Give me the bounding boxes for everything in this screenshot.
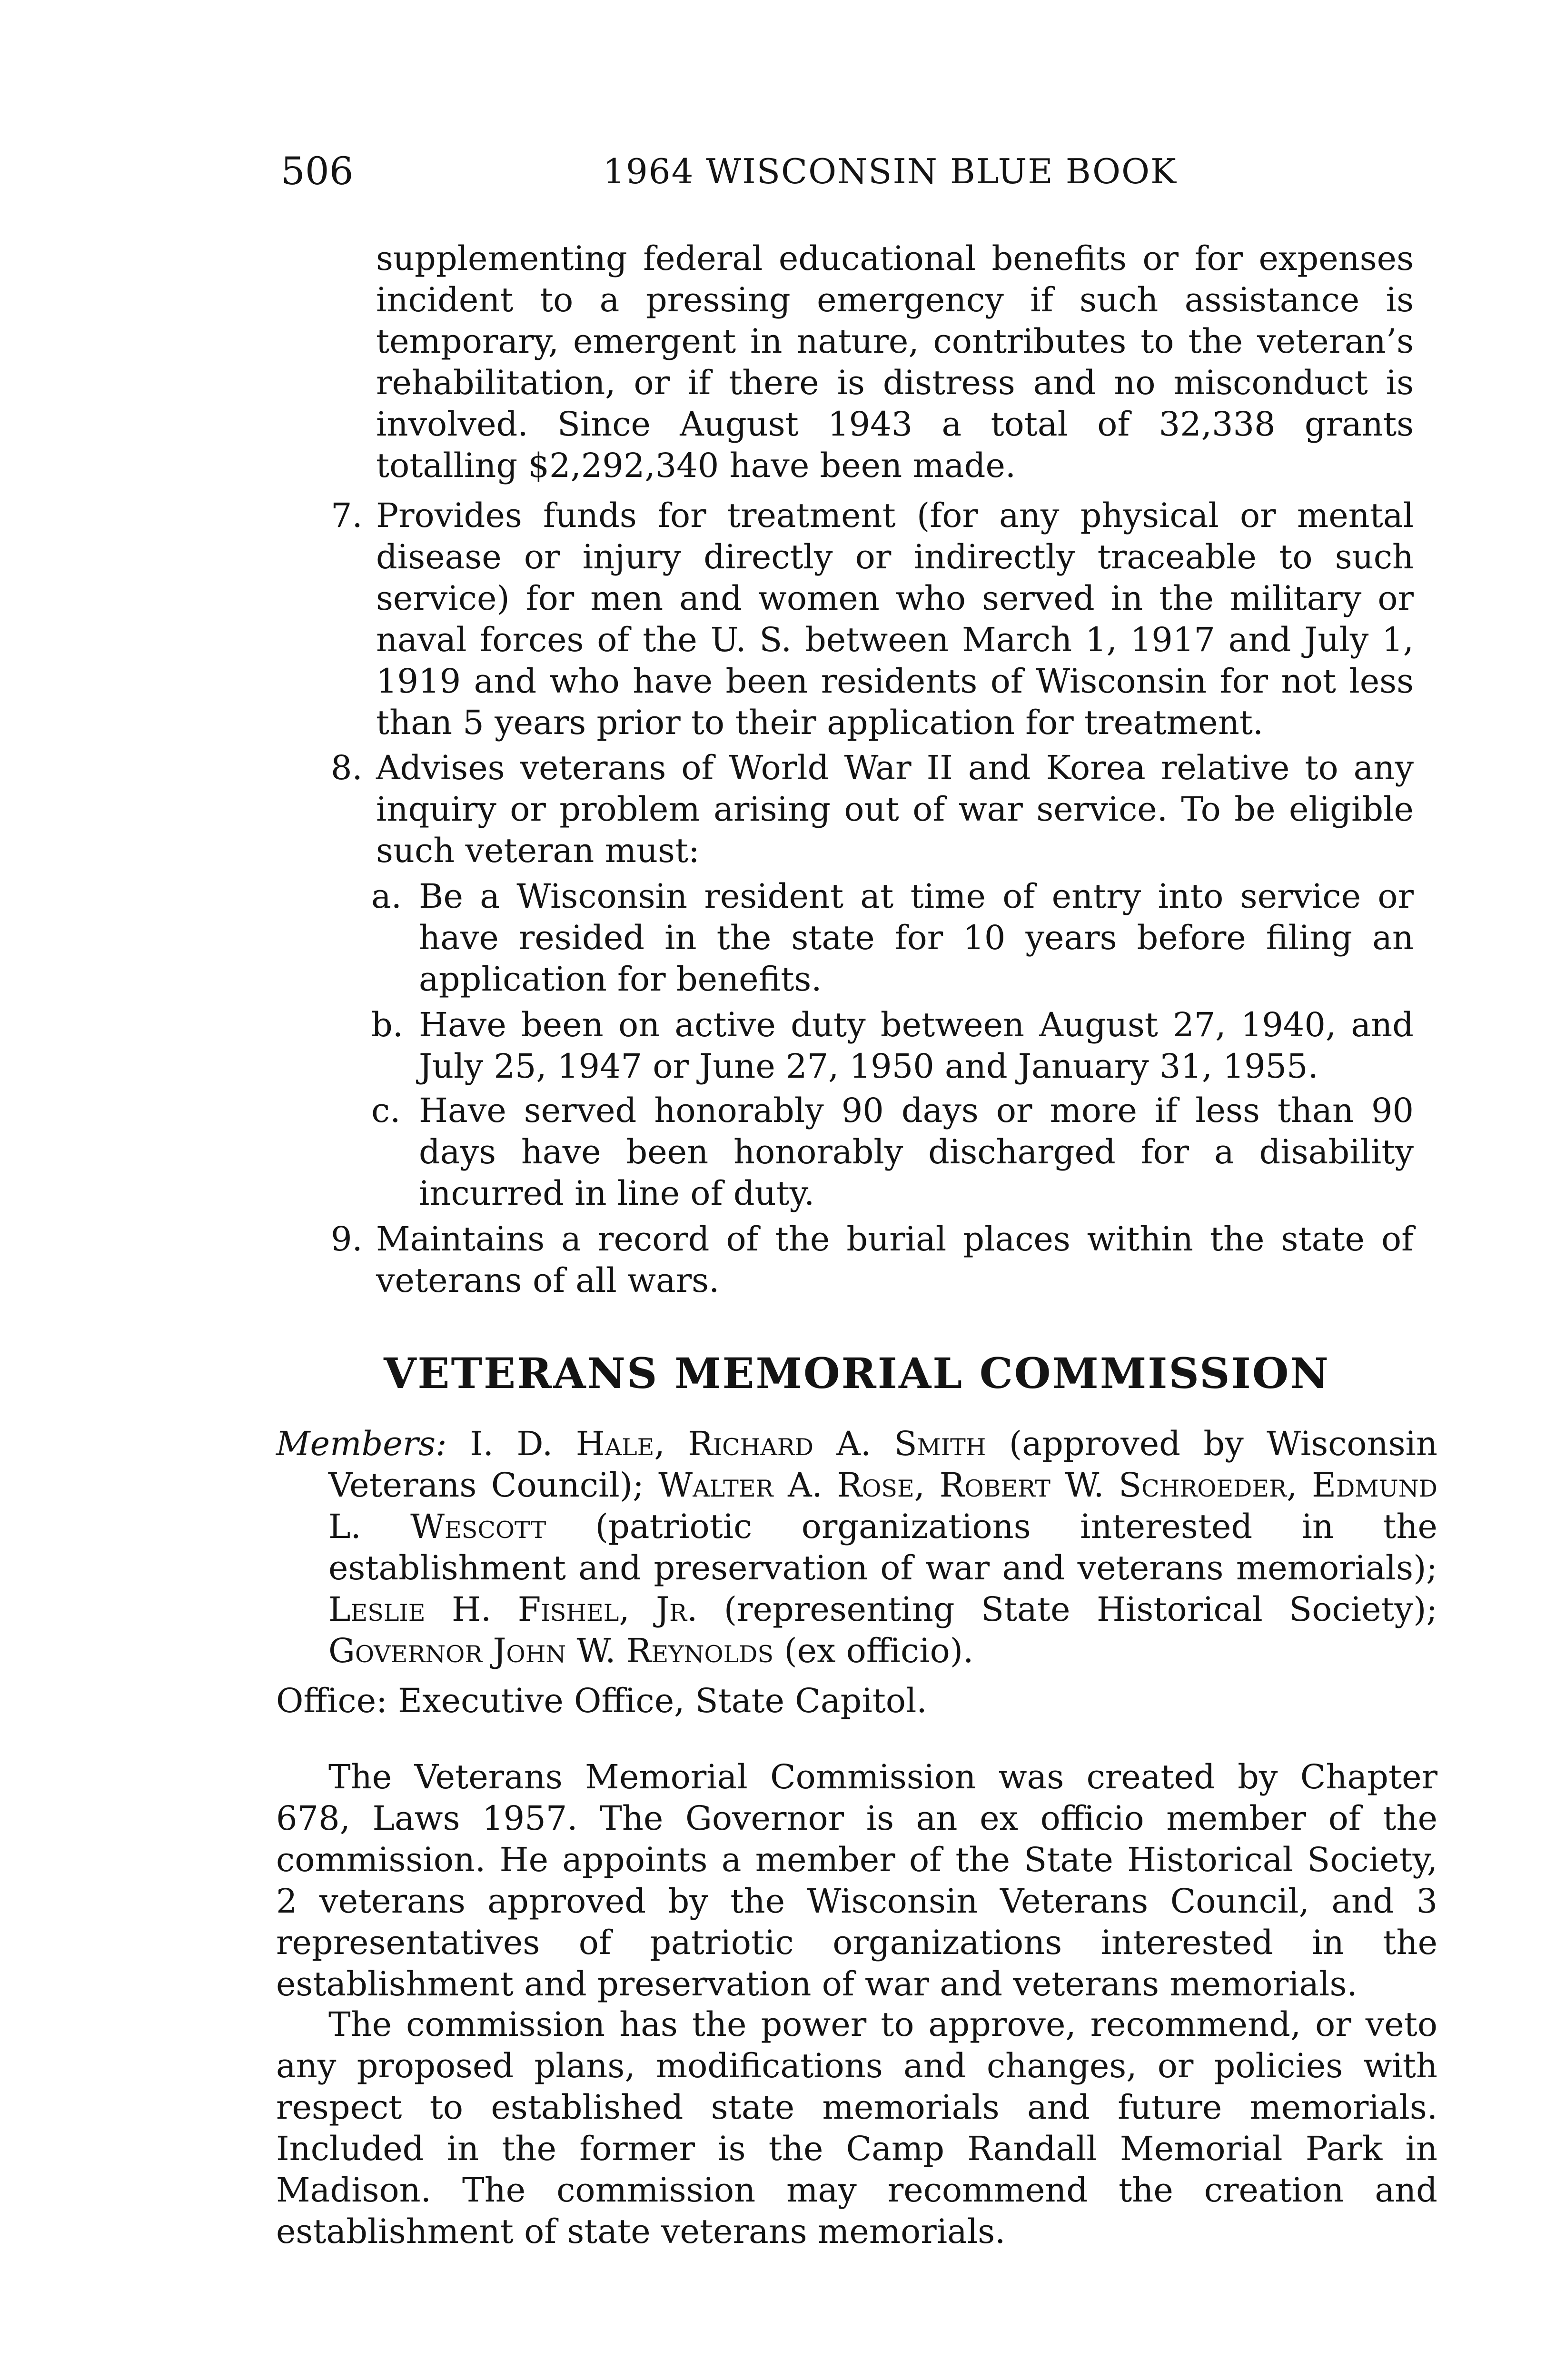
list-item-number: 9.	[331, 1220, 363, 1259]
sub-list-item-text: Be a Wisconsin resident at time of entry into service or have resided in the state for 10 years before filing an application for benefits.	[419, 877, 1414, 999]
sub-list-item-text: Have served honorably 90 days or more if less than 90 days have been honorably discharged for a disability incurred in line of duty.	[419, 1091, 1414, 1213]
list-item	[331, 747, 1414, 872]
member-name: I. D. Hale	[470, 1424, 654, 1463]
member-name: Walter A. Rose	[658, 1466, 914, 1505]
list-item-text: Advises veterans of World War II and Korea relative to any inquiry or problem arising out of war service. To be eligible such veteran must:	[376, 748, 1414, 870]
member-note: (patriotic organizations interested in the establishment and preservation of war and veterans memorials);	[328, 1507, 1437, 1587]
page-number: 506	[281, 149, 354, 193]
members-label: Members:	[276, 1424, 447, 1463]
member-note: (ex officio).	[784, 1631, 974, 1670]
sub-list-item	[371, 876, 1414, 1000]
office-location: Office: Executive Office, State Capitol.	[276, 1681, 927, 1720]
member-note: (representing State Historical Society);	[723, 1590, 1437, 1629]
member-note: (approved by Wisconsin Veterans Council);	[328, 1424, 1437, 1505]
member-name: Richard A. Smith	[688, 1424, 986, 1463]
member-name: Governor John W. Reynolds	[328, 1631, 774, 1670]
body-paragraph: The Veterans Memorial Commission was created by Chapter 678, Laws 1957. The Governor is an ex officio member of the commission. He appoints a member of the State Historical Society, 2 veterans approved by the Wisconsin Veterans Council, and 3 representatives of patriotic organizations interested in the establishment and preservation of war and veterans memorials.	[276, 1757, 1437, 2003]
sub-list-item	[371, 1004, 1414, 1087]
sub-list-item	[371, 1090, 1414, 1214]
sub-list-item-letter: b.	[371, 1005, 404, 1044]
list-item-number: 8.	[331, 748, 363, 787]
list-item-text: Maintains a record of the burial places within the state of veterans of all wars.	[376, 1220, 1414, 1300]
member-name: Leslie H. Fishel, Jr.	[328, 1590, 698, 1629]
member-name: Edmund L. Wescott	[328, 1466, 1437, 1546]
sub-list-item-text: Have been on active duty between August 27, 1940, and July 25, 1947 or June 27, 1950 and January 31, 1955.	[419, 1005, 1414, 1086]
list-item-number: 7.	[331, 496, 363, 535]
sub-list-item-letter: c.	[371, 1091, 401, 1130]
sub-list-item-letter: a.	[371, 877, 402, 916]
running-head	[281, 143, 1433, 200]
list-item-text: Provides funds for treatment (for any physical or mental disease or injury directly or indirectly traceable to such service) for men and women who served in the military or naval forces of the U. S. between March 1, 1917 and July 1, 1919 and who have been residents of Wisconsin for not less than 5 years prior to their application for treatment.	[376, 496, 1414, 742]
continuation-paragraph: supplementing federal educational benefits or for expenses incident to a pressing emergency if such assistance is temporary, emergent in nature, contributes to the veteran’s rehabilitation, or if there is distress and no misconduct is involved. Since August 1943 a total of 32,338 grants totalling $2,292,340 have been made.	[376, 239, 1414, 485]
section-heading: VETERANS MEMORIAL COMMISSION	[384, 1349, 1330, 1398]
book-title: 1964 WISCONSIN BLUE BOOK	[603, 151, 1177, 191]
body-paragraph: The commission has the power to approve, recommend, or veto any proposed plans, modifications and changes, or policies with respect to established state memorials and future memorials. Included in the former is the Camp Randall Memorial Park in Madison. The commission may recommend the creation and establishment of state veterans memorials.	[276, 2005, 1437, 2251]
member-name: Robert W. Schroeder	[939, 1466, 1287, 1505]
list-item	[331, 1219, 1414, 1301]
list-item	[331, 495, 1414, 744]
members-list: Members: I. D. Hale, Richard A. Smith (approved by Wisconsin Veterans Council); Walter A. Rose, Robert W. Schroeder, Edmund L. Wescott (patriotic organizations interested in the establishment and preservation of war and veterans memorials); Leslie H. Fishel, Jr. (representing State Historical Society); Governor John W. Reynolds (ex officio).	[276, 1424, 1437, 1670]
